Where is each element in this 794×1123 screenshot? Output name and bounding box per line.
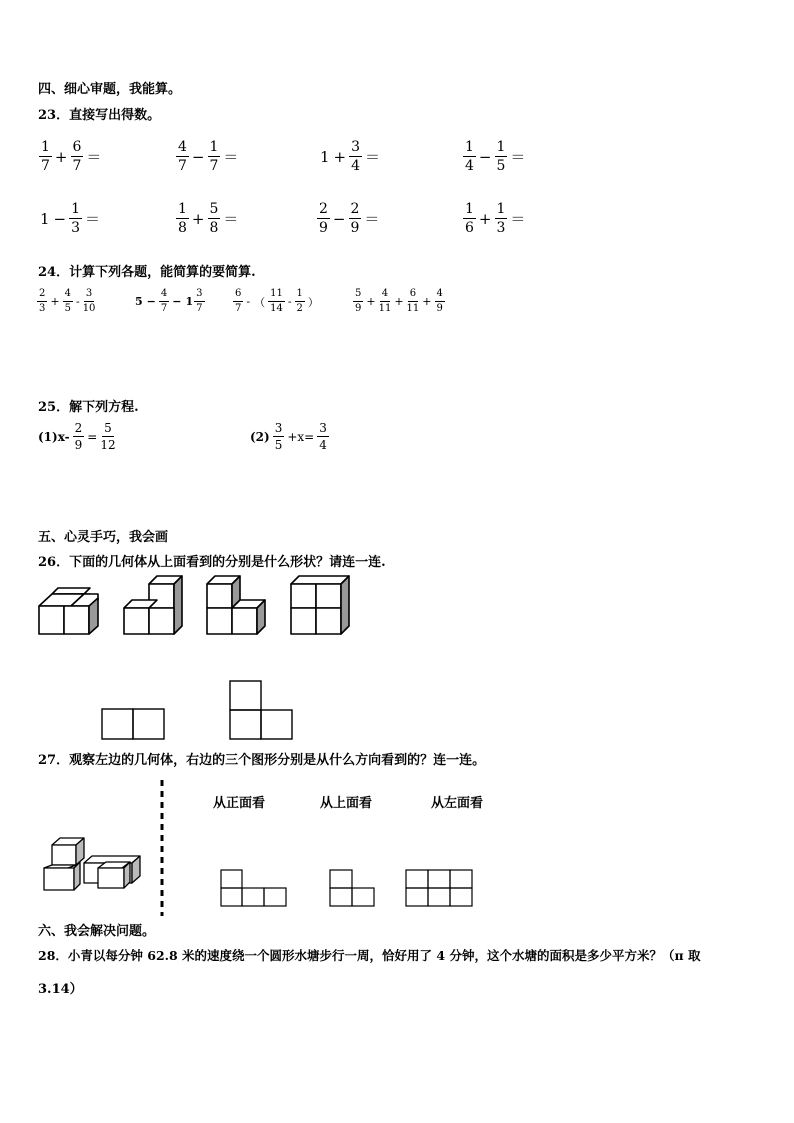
- q23-expr-2: $\frac{4}{7}$ − $\frac{1}{7}$ ＝: [178, 139, 239, 174]
- q23-expr-1: $\frac{1}{7}$ + $\frac{6}{7}$ ＝: [41, 139, 102, 174]
- q23-expr-7: $\frac{2}{9}$ − $\frac{2}{9}$ ＝: [319, 201, 380, 236]
- q23-expr-3: 1 + $\frac{3}{4}$ ＝: [320, 139, 381, 174]
- q24-expr-4: $\frac{5}{9}$ + $\frac{4}{11}$ + $\frac{6}{11}$ + $\frac{4}{9}$: [355, 288, 443, 314]
- section-5-title: 五、心灵手巧，我会画: [38, 530, 169, 545]
- q27-view-2: [330, 870, 374, 906]
- q26-top-view-1: [102, 709, 164, 739]
- q27-title: 27．观察左边的几何体，右边的三个图形分别是从什么方向看到的？连一连。: [38, 753, 486, 768]
- q27-label-top: 从上面看: [320, 796, 373, 811]
- q24-expr-1: $\frac{2}{3}$ + $\frac{4}{5}$ - $\frac{3}{10}$: [39, 288, 96, 314]
- q26-solid-2: [124, 576, 182, 634]
- q23-expr-6: $\frac{1}{8}$ + $\frac{5}{8}$ ＝: [178, 201, 239, 236]
- q26-solid-1: [39, 588, 98, 634]
- q26-top-view-2: [230, 681, 292, 739]
- q27-solid: [44, 838, 140, 890]
- q23-expr-8: $\frac{1}{6}$ + $\frac{1}{3}$ ＝: [465, 201, 526, 236]
- q25-title: 25．解下列方程.: [38, 400, 139, 415]
- q24-title: 24．计算下列各题，能简算的要简算.: [38, 265, 256, 280]
- q27-view-1: [221, 870, 286, 906]
- q27-label-left: 从左面看: [431, 796, 484, 811]
- q25-equation-2: (2) $\frac{3}{5}$ +x= $\frac{3}{4}$: [250, 421, 327, 452]
- q28-text-line-2: 3.14）: [38, 982, 83, 997]
- q28-text-line-1: 28．小青以每分钟 62.8 米的速度绕一个圆形水塘步行一周，恰好用了 4 分钟，这个水塘的面积是多少平方米？（π 取: [38, 948, 701, 963]
- q23-expr-4: $\frac{1}{4}$ − $\frac{1}{5}$ ＝: [465, 139, 526, 174]
- q24-expr-3: $\frac{6}{7}$ - （ $\frac{11}{14}$ - $\frac{1}{2}$ ）: [235, 288, 319, 314]
- section-6-title: 六、我会解决问题。: [38, 924, 156, 939]
- q26-solid-4: [291, 576, 349, 634]
- q26-solid-3: [207, 576, 265, 634]
- q23-title: 23．直接写出得数。: [38, 108, 161, 123]
- q24-expr-2: 5 − $\frac{4}{7}$ − 1 $\frac{3}{7}$: [135, 288, 203, 314]
- q26-title: 26．下面的几何体从上面看到的分别是什么形状？请连一连.: [38, 555, 386, 570]
- q27-view-3: [406, 870, 472, 906]
- q23-expr-5: 1 − $\frac{1}{3}$ ＝: [40, 201, 101, 236]
- section-4-title: 四、细心审题，我能算。: [38, 82, 182, 97]
- q27-label-front: 从正面看: [213, 796, 266, 811]
- q25-equation-1: (1)x- $\frac{2}{9}$ = $\frac{5}{12}$: [38, 421, 116, 452]
